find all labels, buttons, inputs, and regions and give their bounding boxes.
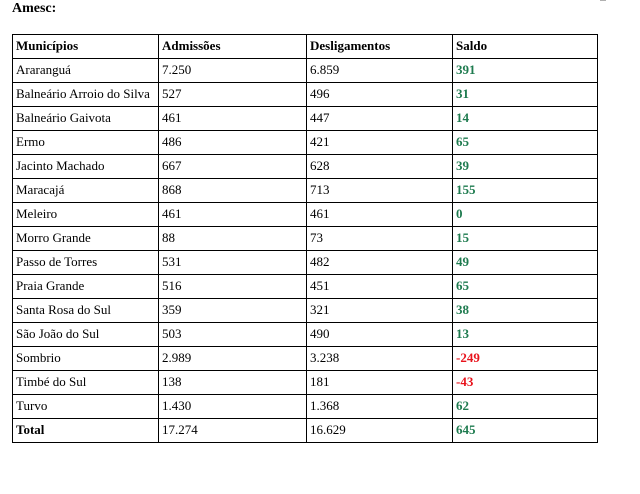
cell-saldo: -249	[453, 347, 598, 371]
table-row	[13, 323, 598, 347]
cell-saldo: 15	[453, 227, 598, 251]
table-row	[13, 83, 598, 107]
cell-desligamentos: 496	[307, 83, 453, 107]
cell-admissoes: 667	[159, 155, 307, 179]
cell-admissoes: 516	[159, 275, 307, 299]
cell-admissoes: 7.250	[159, 59, 307, 83]
cell-desligamentos: 181	[307, 371, 453, 395]
header-desligamentos: Desligamentos	[307, 35, 453, 59]
total-cell-desligamentos: 16.629	[307, 419, 453, 443]
table-row	[13, 131, 598, 155]
cell-desligamentos: 6.859	[307, 59, 453, 83]
cell-saldo: 31	[453, 83, 598, 107]
cell-saldo: 155	[453, 179, 598, 203]
cell-desligamentos: 321	[307, 299, 453, 323]
total-cell-municipio: Total	[13, 419, 159, 443]
cell-admissoes: 2.989	[159, 347, 307, 371]
table-header-row	[13, 35, 598, 59]
cell-saldo: -43	[453, 371, 598, 395]
cell-saldo: 39	[453, 155, 598, 179]
cell-municipio: Balneário Gaivota	[13, 107, 159, 131]
cell-admissoes: 138	[159, 371, 307, 395]
header-municipios: Municípios	[13, 35, 159, 59]
cell-admissoes: 359	[159, 299, 307, 323]
header-saldo: Saldo	[453, 35, 598, 59]
cell-saldo: 65	[453, 275, 598, 299]
cell-municipio: Meleiro	[13, 203, 159, 227]
table-row	[13, 227, 598, 251]
cell-municipio: Sombrio	[13, 347, 159, 371]
table-row	[13, 371, 598, 395]
cell-municipio: Maracajá	[13, 179, 159, 203]
cell-municipio: Passo de Torres	[13, 251, 159, 275]
cell-saldo: 62	[453, 395, 598, 419]
cell-municipio: São João do Sul	[13, 323, 159, 347]
table-row	[13, 347, 598, 371]
table-row	[13, 107, 598, 131]
page-corner-mark	[600, 0, 606, 5]
table-body	[13, 59, 598, 443]
employment-table	[12, 34, 598, 443]
cell-municipio: Morro Grande	[13, 227, 159, 251]
cell-desligamentos: 1.368	[307, 395, 453, 419]
header-admissoes: Admissões	[159, 35, 307, 59]
cell-municipio: Ermo	[13, 131, 159, 155]
cell-desligamentos: 461	[307, 203, 453, 227]
cell-desligamentos: 3.238	[307, 347, 453, 371]
cell-desligamentos: 447	[307, 107, 453, 131]
cell-admissoes: 527	[159, 83, 307, 107]
cell-municipio: Araranguá	[13, 59, 159, 83]
cell-municipio: Balneário Arroio do Silva	[13, 83, 159, 107]
cell-municipio: Praia Grande	[13, 275, 159, 299]
cell-saldo: 14	[453, 107, 598, 131]
section-heading: Amesc:	[12, 1, 57, 16]
cell-municipio: Jacinto Machado	[13, 155, 159, 179]
cell-desligamentos: 490	[307, 323, 453, 347]
cell-admissoes: 461	[159, 107, 307, 131]
cell-admissoes: 503	[159, 323, 307, 347]
cell-desligamentos: 628	[307, 155, 453, 179]
cell-admissoes: 461	[159, 203, 307, 227]
cell-municipio: Timbé do Sul	[13, 371, 159, 395]
table-row	[13, 203, 598, 227]
cell-municipio: Turvo	[13, 395, 159, 419]
cell-saldo: 38	[453, 299, 598, 323]
table-row	[13, 179, 598, 203]
cell-admissoes: 486	[159, 131, 307, 155]
cell-municipio: Santa Rosa do Sul	[13, 299, 159, 323]
table-row	[13, 395, 598, 419]
cell-desligamentos: 421	[307, 131, 453, 155]
cell-admissoes: 1.430	[159, 395, 307, 419]
cell-saldo: 0	[453, 203, 598, 227]
cell-saldo: 391	[453, 59, 598, 83]
cell-admissoes: 88	[159, 227, 307, 251]
total-cell-admissoes: 17.274	[159, 419, 307, 443]
table-row	[13, 299, 598, 323]
table-row	[13, 155, 598, 179]
cell-desligamentos: 451	[307, 275, 453, 299]
table-total-row	[13, 419, 598, 443]
cell-admissoes: 868	[159, 179, 307, 203]
total-cell-saldo: 645	[453, 419, 598, 443]
cell-desligamentos: 713	[307, 179, 453, 203]
cell-desligamentos: 482	[307, 251, 453, 275]
cell-desligamentos: 73	[307, 227, 453, 251]
table-row	[13, 59, 598, 83]
table-row	[13, 275, 598, 299]
cell-admissoes: 531	[159, 251, 307, 275]
table-row	[13, 251, 598, 275]
cell-saldo: 65	[453, 131, 598, 155]
cell-saldo: 49	[453, 251, 598, 275]
cell-saldo: 13	[453, 323, 598, 347]
